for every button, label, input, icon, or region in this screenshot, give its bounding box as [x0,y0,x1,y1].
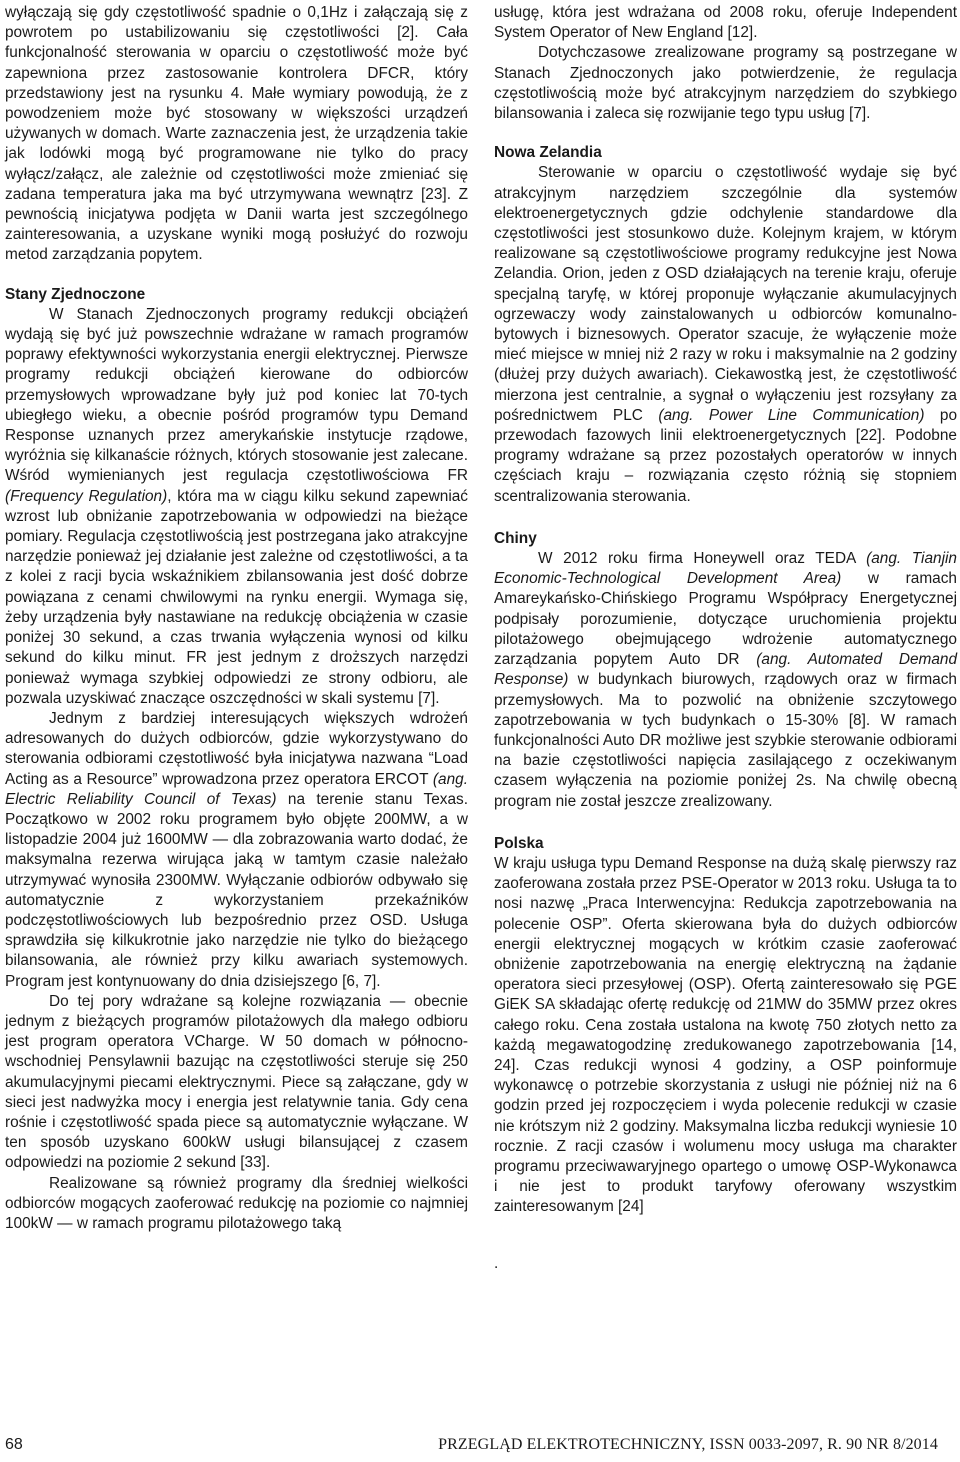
usa-paragraph-1 [5,305,468,709]
usa-p1-fr: (Frequency Regulation) [5,487,168,505]
right-column [494,3,957,1274]
usa-p2-text-b: na terenie stanu Texas. Początkowo w 2002 roku programem było objęte 200MW, a w listopadzie 2004 już 1600MW — dla zobrazowania warto dodać, że maksymalna rezerwa wirująca jaką w tamtym czasie należało utrzymywać wynosiła 2300MW. Wyłączanie odbiorów odbywało się automatycznie z wykorzystaniem przekaźników podczęstotliwościowych lub bezpośrednio przez OSD. Usługa sprawdziła się kilkukrotnie jako narzędzie nie tylko do bieżącego bilansowania, ale również przy kilku awariach systemowych. Program jest kontynuowany do dnia dzisiejszego [6, 7]. [5,790,468,990]
nz-paragraph [494,163,957,506]
china-adr: (ang. Automated Demand Response) [494,651,958,689]
section-heading-usa: Stany Zjednoczone [5,285,146,303]
nz-text-a: Sterowanie w oparciu o częstotliwość wydaje się być atrakcyjnym narzędziem szczególnie dla systemów elektroenergetycznych gdzie odchylenie standardowe dla częstotliwości jest stosunkowo duże. Kolejnym krajem, w którym realizowane są częstotliwościowe programy redukcyjne jest Nowa Zelandia. Orion, jeden z OSD działających na terenie kraju, oferuje specjalną taryfę, w której proponuje wyłączanie akumulacyjnych ogrzewaczy wody zainstalowanych u odbiorców komunalno-bytowych i biznesowych. Operator szacuje, że wyłączenie może mieć miejsce w mniej niż 2 razy w roku i maksymalnie na 2 godziny (dłużej przy dużych awariach). Ciekawostką jest, że częstotliwość mierzona jest centralnie, a sygnał o wyłączeniu jest rozsyłany za pośrednictwem PLC [494,164,957,424]
section-heading-new-zealand: Nowa Zelandia [494,144,602,162]
china-text-a: W 2012 roku firma Honeywell oraz TEDA [538,550,867,568]
usa-paragraph-3: Do tej pory wdrażane są kolejne rozwiązania — obecnie jednym z bieżących programów pilotażowych dla małego odbioru jest program operatora VCharge. W 50 domach w północno-wschodniej Pensylawnii bazując na częstotliwości steruje się 250 akumulacyjnymi piecami elektrycznymi. Piece są załączane, gdy w sieci jest nadwyżka mocy i energia jest relatywnie tania. Gdy cena rośnie i częstotliwość spada piece są automatycznie wyłączane. W ten sposób uzyskano 600kW usługi bilansującej z czasem odpowiedzi na poziomie 2 sekund [33]. [5,992,468,1172]
section-heading-poland: Polska [494,834,544,852]
china-text-c: w budynkach biurowych, rządowych oraz w firmach przemysłowych. Ma to pozwolić na obniżenie szczytowego zapotrzebowania w tych budynkach o 15-30% [8]. W ramach funkcjonalności Auto DR możliwe jest szybkie sterowanie odbiorami na bazie częstotliwości napięcia zasilającego z oczekiwanym czasem wyłączenia na poziomie poniżej 2s. Na chwilę obecną program nie został jeszcze zrealizowany. [494,671,957,810]
usa-p1-text-a: W Stanach Zjednoczonych programy redukcji obciążeń wydają się być już powszechnie wdrażane w ramach programów poprawy efektywności wykorzystania energii elektrycznej. Pierwsze programy redukcji obciążeń kierowane do odbiorców przemysłowych wprowadzane były już pod koniec lat 70-tych ubiegłego wieku, a obecnie pośród programów typu Demand Response uznanych przez amerykańskie instytucje rządowe, wyróżnia się kilkanaście różnych, których stosowanie jest zalecane. Wśród wymienianych jest regulacja częstotliwościowa FR [5,305,468,485]
usa-p2-text-a: Jednym z bardziej interesujących większych wdrożeń adresowanych do dużych odbiorców, gdzie wykorzystywano do sterowania odbiorami częstotliwość była inicjatywa nazwana “Load Acting as a Resource” wprowadzona przez operatora ERCOT [5,709,468,788]
china-paragraph [494,549,957,812]
china-teda: (ang. Tianjin Economic-Technological Development Area) [494,550,957,588]
usa-p1-text-b: , która ma w ciągu kilku sekund zapewniać wzrost lub obniżanie zapotrzebowania w odpowiedzi na bieżące pomiary. Regulacja częstotliwością jest postrzegana jako atrakcyjne narzędzie ponieważ jej działanie jest zależne od częstotliwości, a ta z kolei z racji bycia wskaźnikiem zbilansowania jest dość dobrze powiązana z cenami chwilowymi na rynku energii. Wymaga się, żeby urządzenia były nastawiane na redukcję obciążenia w czasie poniżej 30 sekund, a czas trwania wyłączenia wynosi od kilku sekund do kilku minut. FR jest jednym z droższych narzędzi ponieważ wymaga szybkiej odpowiedzi ze strony odbioru, ale pozwala uzyskiwać znaczące oszczędności w skali systemu [7]. [5,487,468,707]
poland-paragraph: W kraju usługa typu Demand Response na dużą skalę pierwszy raz zaoferowana została przez PSE-Operator w 2013 roku. Usługa ta to nosi nazwę „Praca Interwencyjna: Redukcja zapotrzebowania na polecenie OSP”. Oferta skierowana była do dużych odbiorców energii elektrycznej mogących w krótkim czasie zaoferować obniżenie zapotrzebowania na energię elektryczną na żądanie operatora sieci przesyłowej (OSP). Ofertą zainteresowało się PGE GiEK SA składając ofertę redukcję od 21MW do 35MW przez okres całego roku. Cena została ustalona na kwotę 750 złotych netto za każdą megawatogodzinę zredukowanego zapotrzebowania [14, 24]. Czas redukcji wynosi 4 godziny, a OSP poinformuje wykonawcę o potrzebie skorzystania z usługi nie później niż na 6 godzin przed jej rozpoczęciem i wyda polecenie redukcji w czasie nie krótszym niż 2 godziny. Maksymalna liczba redukcji wyniesie 10 rocznie. Z racji czasów i wolumenu mocy usługa ma charakter programu przeciwawaryjnego opartego o umowę OSP-Wykonawca i nie jest to produkt taryfowy oferowany wszystkim zainteresowanym [24] [494,854,957,1216]
left-column [5,3,468,1234]
china-text-b: w ramach Amareykańsko-Chińskiego Programu Współpracy Energetycznej podpisały porozumienie, dotyczące uruchomienia projektu pilotażowego obejmującego wdrożenie automatycznego zarządzania popytem Auto DR [494,570,957,669]
usa-p2-ercot: (ang. Electric Reliability Council of Texas) [5,770,468,808]
section-heading-china: Chiny [494,529,537,547]
usa-paragraph-4: Realizowane są również programy dla średniej wielkości odbiorców mogących zaoferować redukcję na poziomie co najmniej 100kW — w ramach programu pilotażowego taką [5,1174,468,1232]
stray-dot: . [494,1254,499,1272]
page-number: 68 [5,1436,23,1453]
nz-plc: (ang. Power Line Communication) [658,406,925,424]
nz-text-b: po przewodach fazowych linii elektroenergetycznych [22]. Podobne programy wdrażane są przez pozostałych operatorów w innych częściach kraju – rozwiązania często różnią się stopniem scentralizowania sterowania. [494,406,957,505]
journal-footer: PRZEGLĄD ELEKTROTECHNICZNY, ISSN 0033-2097, R. 90 NR 8/2014 [438,1436,938,1453]
continued-paragraph: usługę, która jest wdrażana od 2008 roku, oferuje Independent System Operator of New England [12]. [494,4,957,42]
intro-paragraph: wyłączają się gdy częstotliwość spadnie o 0,1Hz i załączają się z powrotem po ustabilizowaniu się częstotliwości [2]. Cała funkcjonalność sterowania w oparciu o częstotliwość może być zapewniona przez zastosowanie kontrolera DFCR, który przedstawiony jest na rysunku 4. Małe wymiary powodują, że z powodzeniem może być stosowany w większości urządzeń używanych w domach. Warte zaznaczenia jest, że urządzenia takie jak lodówki mogą być programowane nie tylko do pracy wyłącz/załącz, ale zależnie od częstotliwości może zmieniać się zadana temperatura jaka ma być utrzymywana wewnątrz [23]. Z pewnością inicjatywa podjęta w Danii warta jest szczególnego zainteresowania, a uzyskane wyniki mogą posłużyć do rozwoju metod zarządzania popytem. [5,4,468,264]
usa-paragraph-2 [5,709,468,992]
conclusion-paragraph: Dotychczasowe zrealizowane programy są postrzegane w Stanach Zjednoczonych jako potwierdzenie, że regulacja częstotliwością może być atrakcyjnym narzędziem do szybkiego bilansowania i zaleca się rozwijanie tego typu usług [7]. [494,44,957,123]
